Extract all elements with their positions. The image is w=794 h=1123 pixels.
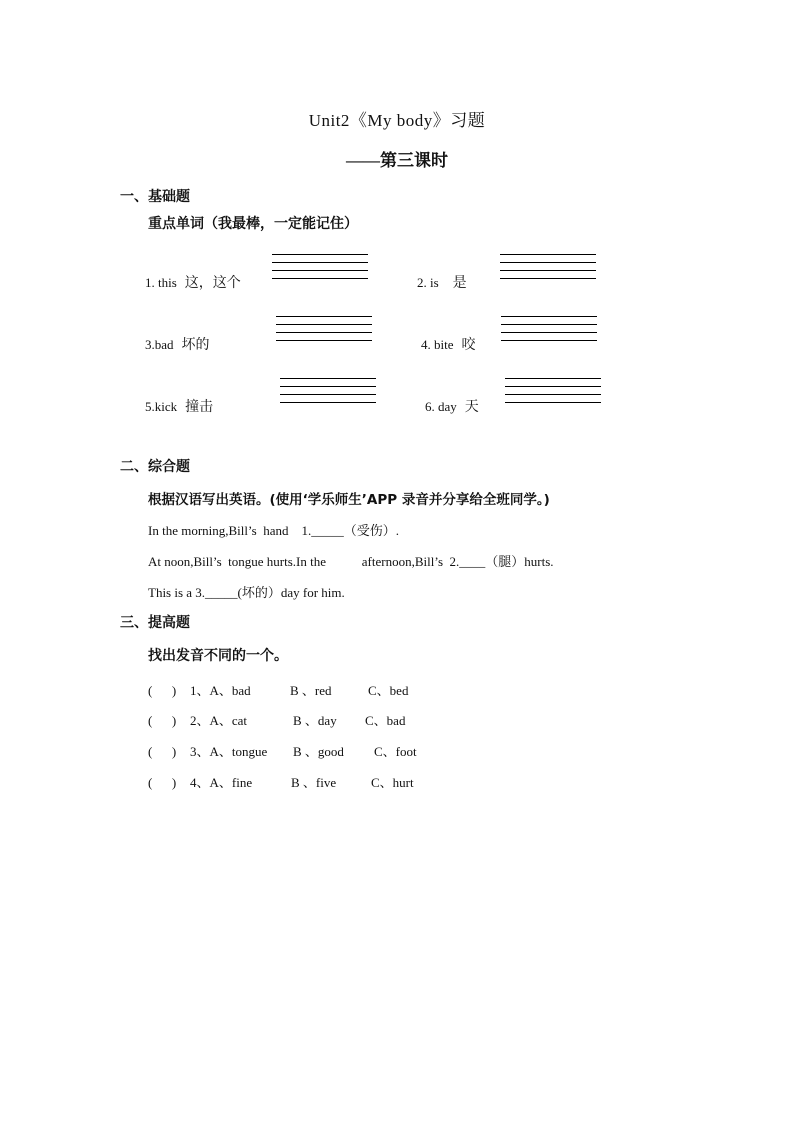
word-item <box>145 272 241 292</box>
option-a: 1、A、bad <box>190 683 251 698</box>
option-c: C、bad <box>365 713 406 728</box>
option-c: C、bed <box>368 683 409 698</box>
word-cn: 撞击 <box>185 399 214 415</box>
exercise-line: At noon,Bill’s tongue hurts.In the afternoon,Bill’s 2.____（腿）hurts. <box>148 554 554 569</box>
writing-lines[interactable] <box>280 378 376 410</box>
writing-lines[interactable] <box>500 254 596 286</box>
option-a: 2、A、cat <box>190 713 248 728</box>
question-row <box>148 710 405 729</box>
word-en: 1. this <box>145 275 177 290</box>
word-cn: 咬 <box>461 337 476 353</box>
option-b: B 、good <box>293 744 344 759</box>
page-title: Unit2《My body》习题 <box>308 111 486 130</box>
option-c: C、hurt <box>371 775 414 790</box>
question-row <box>148 741 417 760</box>
section-heading-comprehensive: 二、综合题 <box>120 459 190 475</box>
word-item <box>145 396 213 416</box>
word-item <box>425 396 479 416</box>
word-en: 4. bite <box>421 337 454 352</box>
exercise-line: In the morning,Bill’s hand 1._____（受伤）. <box>148 523 399 538</box>
option-b: B 、day <box>293 713 337 728</box>
writing-lines[interactable] <box>272 254 368 286</box>
word-item <box>417 272 467 292</box>
word-en: 2. is <box>417 275 439 290</box>
question-row <box>148 680 408 699</box>
option-b: B 、five <box>291 775 337 790</box>
answer-bracket[interactable]: ( ) <box>148 683 177 698</box>
writing-lines[interactable] <box>276 316 372 348</box>
option-c: C、foot <box>374 744 417 759</box>
option-b: B 、red <box>290 683 332 698</box>
writing-lines[interactable] <box>505 378 601 410</box>
section-instruction-pronunciation: 找出发音不同的一个。 <box>148 648 288 664</box>
exercise-line: This is a 3._____(坏的）day for him. <box>148 585 345 600</box>
word-item <box>145 334 210 354</box>
word-item <box>421 334 476 354</box>
word-en: 5.kick <box>145 399 178 414</box>
answer-bracket[interactable]: ( ) <box>148 775 177 790</box>
word-cn: 是 <box>452 275 467 291</box>
word-cn: 坏的 <box>181 337 210 353</box>
section-heading-basic: 一、基础题 <box>120 189 190 205</box>
section-heading-advanced: 三、提高题 <box>120 615 190 631</box>
section-instruction-translate: 根据汉语写出英语。(使用‘学乐师生’APP 录音并分享给全班同学。) <box>148 492 550 508</box>
answer-bracket[interactable]: ( ) <box>148 713 177 728</box>
option-a: 4、A、fine <box>190 775 253 790</box>
option-a: 3、A、tongue <box>190 744 268 759</box>
page-subtitle: ——第三课时 <box>346 151 448 170</box>
section-instruction-words: 重点单词（我最棒，一定能记住） <box>148 216 358 232</box>
writing-lines[interactable] <box>501 316 597 348</box>
word-en: 3.bad <box>145 337 174 352</box>
word-en: 6. day <box>425 399 457 414</box>
question-row <box>148 772 414 791</box>
word-cn: 这，这个 <box>184 275 241 291</box>
word-cn: 天 <box>464 399 479 415</box>
answer-bracket[interactable]: ( ) <box>148 744 177 759</box>
